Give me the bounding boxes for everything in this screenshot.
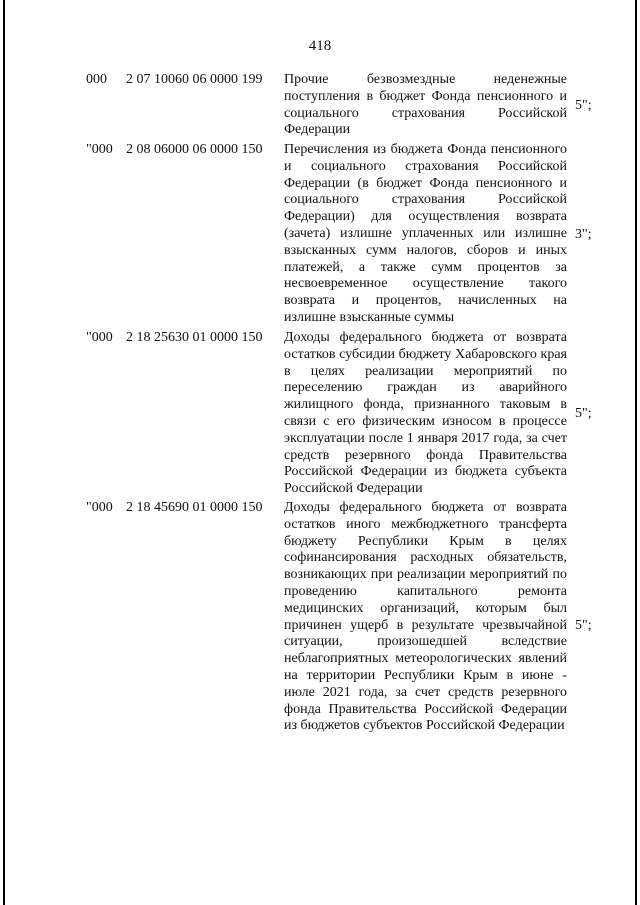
income-description: Доходы федерального бюджета от возврата остатков субсидии бюджету Хабаровского края в целях реализации мероприятий по переселению граждан из аварийного жилищного фонда, признанного таковым в связи с его физическим износом в процессе эксплуатации после 1 января 2017 года, за счет средств резервного фонда Правительства Российской Федерации из бюджета субъекта Российской Федерации xyxy=(284,330,567,497)
scan-border-left xyxy=(3,0,5,905)
income-description: Доходы федерального бюджета от возврата остатков иного межбюджетного трансферта бюджету Республики Крым в целях софинансирования расходных обязательств, возникающих при реализации мероприятий по проведению капитального ремонта медицинских организаций, которым был причинен ущерб в результате чрезвычайной ситуации, произошедшей вследствие неблагоприятных метеорологических явлений на территории Республики Крым в июне - июле 2021 года, за счет средств резервного фонда Правительства Российской Федерации из бюджетов субъектов Российской Федерации xyxy=(284,500,567,734)
normative-value-text: 5"; xyxy=(575,98,592,113)
page-number: 418 xyxy=(308,38,332,54)
scan-border-right xyxy=(635,0,637,905)
normative-value xyxy=(567,72,611,140)
table-row xyxy=(86,330,606,498)
income-description: Прочие безвозмездные неденежные поступления в бюджет Фонда пенсионного и социального страхования Российской Федерации xyxy=(284,72,567,138)
budget-code-table xyxy=(86,72,606,754)
budget-classification-code: 2 08 06000 06 0000 150 xyxy=(126,142,263,157)
admin-code: "000 xyxy=(86,330,113,345)
admin-code: "000 xyxy=(86,142,113,157)
table-row xyxy=(86,500,606,752)
admin-code: "000 xyxy=(86,500,113,515)
normative-value-text: 3"; xyxy=(575,227,592,242)
table-row xyxy=(86,142,606,328)
income-description: Перечисления из бюджета Фонда пенсионного и социального страхования Российской Федерации (в бюджет Фонда пенсионного и социального страхования Российской Федерации) для осуществления возврата (зачета) излишне уплаченных или излишне взысканных сумм налогов, сборов и иных платежей, а также сумм процентов за несвоевременное осуществление такого возврата и процентов, начисленных на излишне взысканные суммы xyxy=(284,142,567,325)
budget-classification-code: 2 18 45690 01 0000 150 xyxy=(126,500,263,515)
normative-value xyxy=(567,500,611,752)
table-row xyxy=(86,72,606,140)
normative-value xyxy=(567,330,611,498)
budget-classification-code: 2 18 25630 01 0000 150 xyxy=(126,330,263,345)
admin-code: 000 xyxy=(86,72,107,87)
normative-value-text: 5"; xyxy=(575,406,592,421)
normative-value-text: 5"; xyxy=(575,618,592,633)
normative-value xyxy=(567,142,611,328)
budget-classification-code: 2 07 10060 06 0000 199 xyxy=(126,72,263,87)
